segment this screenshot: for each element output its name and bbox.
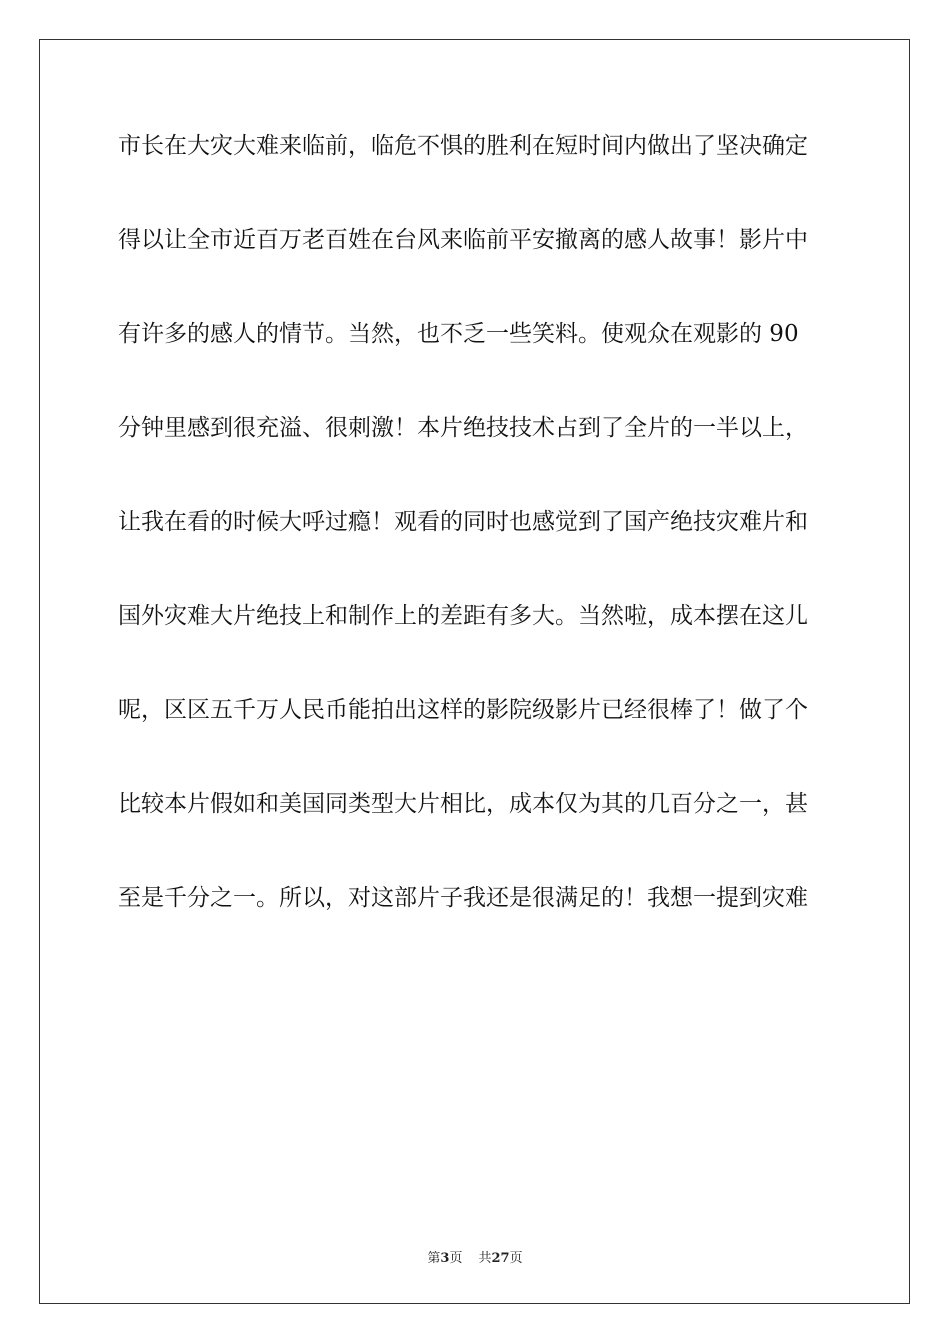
text-line: 比较本片假如和美国同类型大片相比，成本仅为其的几百分之一，甚 (118, 791, 808, 817)
text-line: 呢，区区五千万人民币能拍出这样的影院级影片已经很棒了！做了个 (118, 697, 808, 723)
text-line: 市长在大灾大难来临前，临危不惧的胜利在短时间内做出了坚决确定 (118, 133, 808, 159)
document-body (118, 126, 834, 972)
text-line: 让我在看的时候大呼过瘾！观看的同时也感觉到了国产绝技灾难片和 (118, 509, 808, 535)
total-suffix: 页 (509, 1251, 523, 1266)
total-pages-number: 27 (491, 1251, 510, 1266)
text-line: 得以让全市近百万老百姓在台风来临前平安撤离的感人故事！影片中 (118, 227, 808, 253)
text-line: 有许多的感人的情节。当然，也不乏一些笑料。使观众在观影的 90 (118, 321, 799, 347)
page-suffix: 页 (449, 1251, 463, 1266)
text-line: 至是千分之一。所以，对这部片子我还是很满足的！我想一提到灾难 (118, 885, 808, 911)
current-page-number: 3 (440, 1251, 450, 1266)
page-prefix: 第 (427, 1251, 441, 1266)
text-line: 国外灾难大片绝技上和制作上的差距有多大。当然啦，成本摆在这儿 (118, 603, 808, 629)
text-line: 分钟里感到很充溢、很刺激！本片绝技技术占到了全片的一半以上， (118, 415, 808, 441)
total-prefix: 共 (478, 1251, 492, 1266)
page-footer (0, 1247, 950, 1266)
